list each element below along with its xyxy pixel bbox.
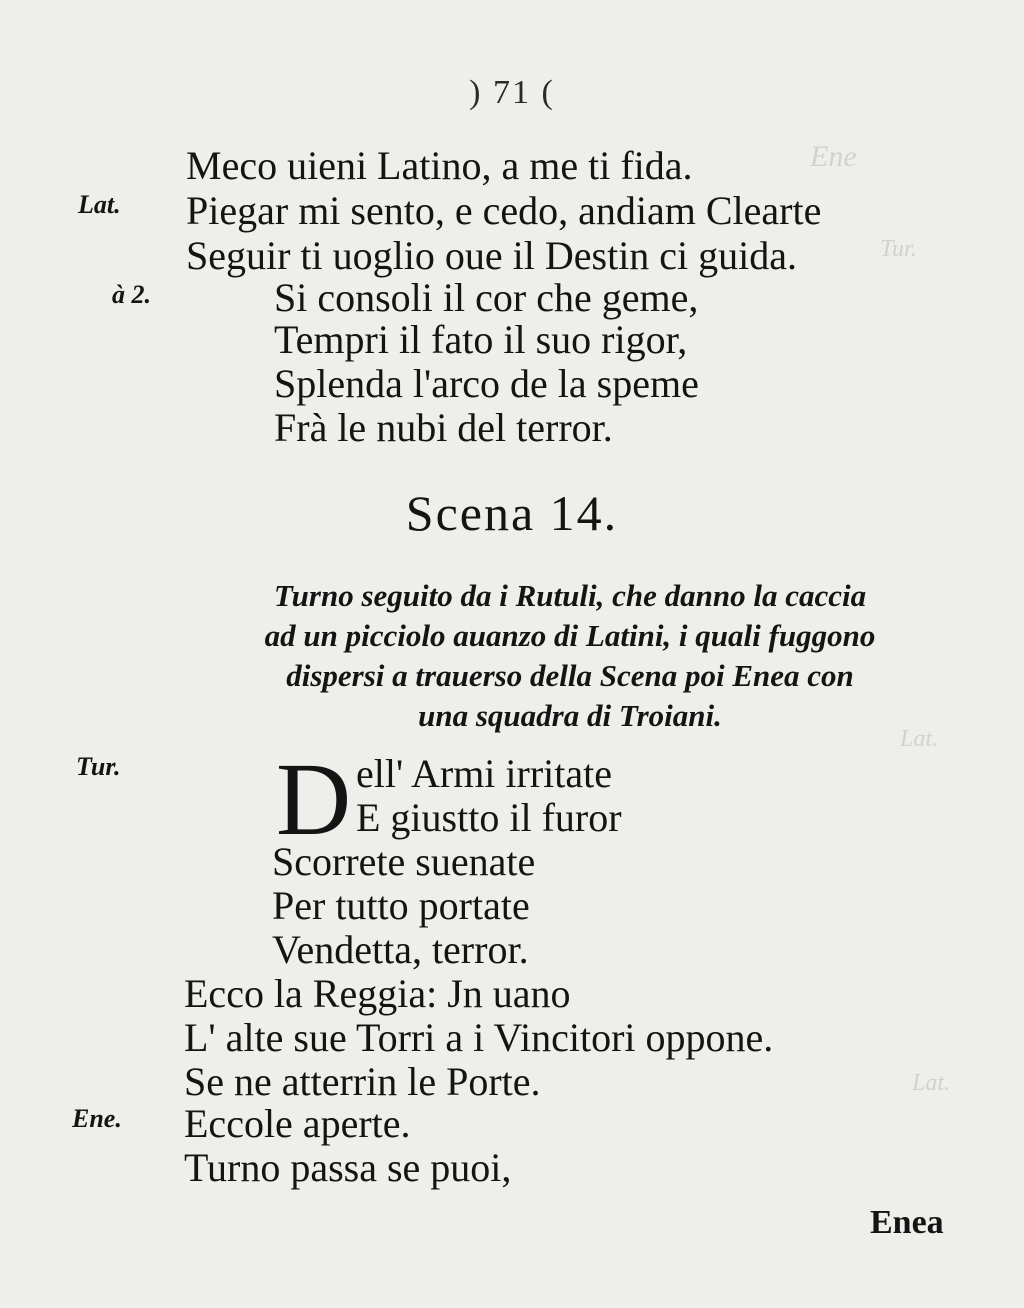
bleed-through-text: Lat. — [912, 1070, 951, 1096]
stage-direction — [170, 576, 970, 736]
verse-line: Scorrete suenate — [272, 839, 536, 884]
catchword: Enea — [870, 1204, 944, 1241]
verse-line: Turno passa se puoi, — [184, 1145, 512, 1190]
verse-line: Tempri il fato il suo rigor, — [274, 317, 688, 362]
bleed-through-text: Ene — [810, 140, 857, 173]
verse-line: Frà le nubi del terror. — [274, 405, 613, 450]
stage-direction-line: Turno seguito da i Rutuli, che danno la caccia — [273, 578, 867, 613]
stage-direction-line: dispersi a trauerso della Scena poi Enea con — [286, 658, 854, 693]
verse-line: Per tutto portate — [272, 883, 530, 928]
verse-line: Seguir ti uoglio oue il Destin ci guida. — [186, 233, 798, 278]
bleed-through-text: Lat. — [900, 726, 939, 752]
verse-line: Si consoli il cor che geme, — [274, 275, 699, 320]
stage-direction-line: una squadra di Troiani. — [418, 698, 722, 733]
stage-direction-line: ad un picciolo auanzo di Latini, i quali fuggono — [264, 618, 876, 653]
verse-line: Meco uieni Latino, a me ti fida. — [186, 143, 693, 188]
verse-line: L' alte sue Torri a i Vincitori oppone. — [184, 1015, 774, 1060]
drop-cap: D — [276, 742, 352, 857]
verse-line: E giustto il furor — [356, 795, 622, 840]
verse-line: Vendetta, terror. — [272, 927, 529, 972]
verse-line: ell' Armi irritate — [356, 751, 613, 796]
verse-line: Ecco la Reggia: Jn uano — [184, 971, 571, 1016]
bleed-through-text: Tur. — [880, 236, 917, 262]
speaker-label: Lat. — [78, 190, 121, 219]
verse-line: Piegar mi sento, e cedo, andiam Clearte — [186, 188, 822, 233]
speaker-label: Ene. — [72, 1104, 122, 1133]
speaker-label: à 2. — [112, 280, 151, 309]
speaker-label: Tur. — [76, 752, 121, 781]
page-number: ) 71 ( — [469, 74, 555, 111]
verse-line: Splenda l'arco de la speme — [274, 361, 699, 406]
verse-line: Se ne atterrin le Porte. — [184, 1059, 541, 1104]
scene-heading: Scena 14. — [405, 485, 619, 541]
verse-line: Eccole aperte. — [184, 1101, 411, 1146]
